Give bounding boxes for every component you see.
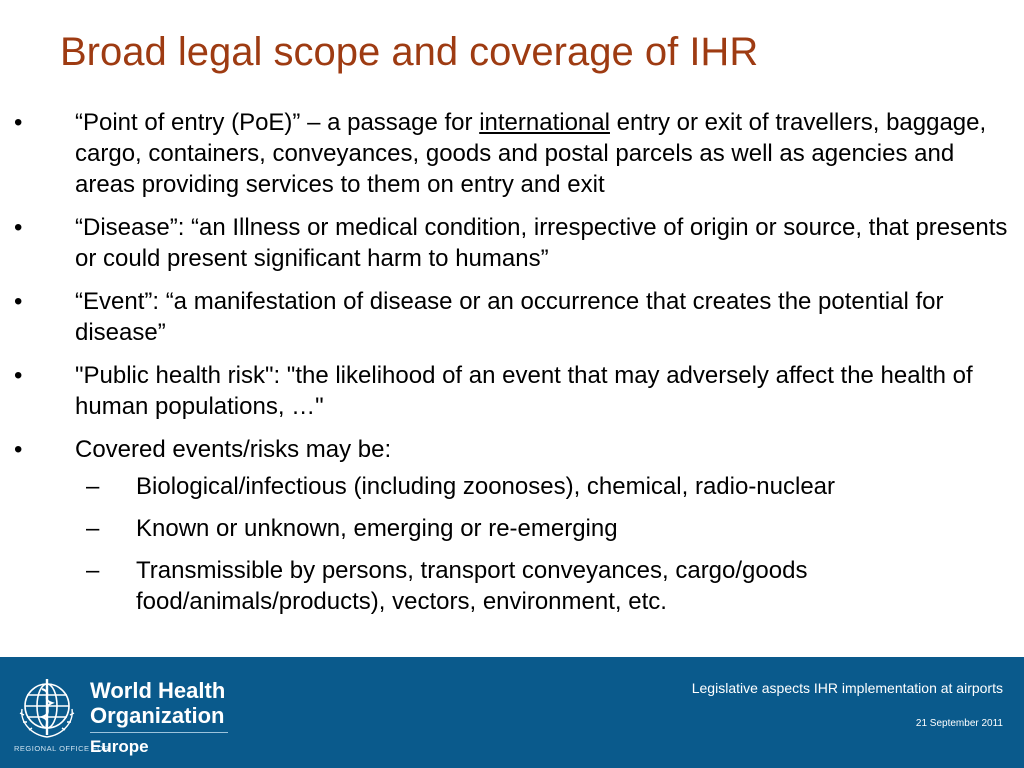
bullet-event [0,286,1024,348]
sub-bullet-marker: – [86,473,100,500]
bullet-marker: • [14,362,23,389]
organization-name [90,678,225,728]
bullet-marker: • [14,109,23,136]
presentation-title: Legislative aspects IHR implementation at airports [691,680,1003,696]
bullet-text: “Event”: “a manifestation of disease or an occurrence that creates the potential for disease” [75,288,944,346]
bullet-marker: • [14,436,23,463]
who-emblem-icon [14,675,80,741]
org-name-line1: World Health [90,678,226,703]
sub-bullet-text: Biological/infectious (including zoonoses), chemical, radio-nuclear [136,473,836,500]
bullet-text: “Point of entry (PoE)” – a passage for [75,109,480,136]
bullet-marker: • [14,288,23,315]
who-logo [14,671,254,761]
sub-bullet-marker: – [86,557,100,584]
region-name: Europe [90,737,149,756]
underlined-term: international [479,109,610,136]
bullet-point-of-entry [0,107,1024,200]
bullet-text: "Public health risk": "the likelihood of an event that may adversely affect the health of human populations, …" [75,362,973,420]
slide-title: Broad legal scope and coverage of IHR [60,30,759,74]
logo-divider [90,732,228,733]
org-name-line2: Organization [90,703,225,728]
sub-bullet-item [75,471,1008,502]
bullet-text: Covered events/risks may be: [75,436,392,463]
region-label: REGIONAL OFFICE FOR [14,744,110,753]
sub-bullet-list [75,471,1008,617]
bullet-text: “Disease”: “an Illness or medical condition, irrespective of origin or source, that presents or could present significant harm to humans” [75,214,1008,272]
bullet-text: entry or exit of travellers, baggage, cargo, containers, conveyances, goods and postal parcels as well as agencies and areas providing services to them on entry and exit [75,109,987,198]
sub-bullet-text: Transmissible by persons, transport conveyances, cargo/goods food/animals/products), vectors, environment, etc. [136,557,808,615]
bullet-covered-events [0,434,1024,617]
sub-bullet-marker: – [86,515,100,542]
presentation-date: 21 September 2011 [915,718,1003,729]
sub-bullet-text: Known or unknown, emerging or re-emerging [136,515,618,542]
footer-bar [0,657,1024,768]
bullet-public-health-risk [0,360,1024,422]
sub-bullet-item [75,555,1008,617]
sub-bullet-item [75,513,1008,544]
bullet-disease [0,212,1024,274]
bullet-list [0,107,1024,629]
bullet-marker: • [14,214,23,241]
